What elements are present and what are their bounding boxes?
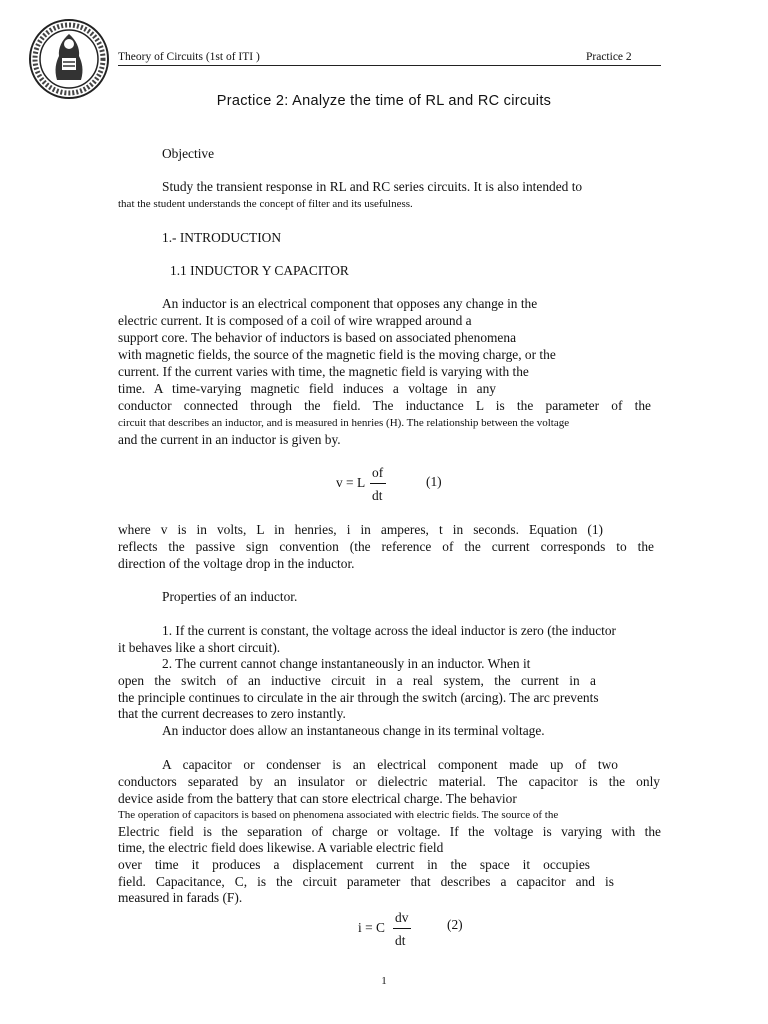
paragraph-line: conductors separated by an insulator or dielectric material. The capacitor is the only <box>118 774 660 789</box>
equation-numerator: of <box>372 465 384 480</box>
header-rule <box>118 65 661 66</box>
section-heading-introduction: 1.- INTRODUCTION <box>162 230 282 245</box>
equation-denominator: dt <box>372 488 383 503</box>
property-line: 2. The current cannot change instantaneously in an inductor. When it <box>162 656 531 671</box>
paragraph-line: device aside from the battery that can store electrical charge. The behavior <box>118 791 517 806</box>
paragraph-line: current. If the current varies with time, the magnetic field is varying with the <box>118 364 529 379</box>
paragraph-line: with magnetic fields, the source of the magnetic field is the moving charge, or the <box>118 347 556 362</box>
equation-lhs: i = C <box>358 920 385 935</box>
paragraph-line: field. Capacitance, C, is the circuit parameter that describes a capacitor and is <box>118 874 614 889</box>
paragraph-line: conductor connected through the field. The inductance L is the parameter of the <box>118 398 651 413</box>
property-line: An inductor does allow an instantaneous change in its terminal voltage. <box>162 723 545 738</box>
objective-line-1: Study the transient response in RL and RC series circuits. It is also intended to <box>162 179 583 194</box>
paragraph-line: time, the electric field does likewise. A variable electric field <box>118 840 444 855</box>
property-line: that the current decreases to zero instantly. <box>118 706 346 721</box>
fraction-bar <box>393 928 411 929</box>
equation-denominator: dt <box>395 933 406 948</box>
property-line: the principle continues to circulate in the air through the switch (arcing). The arc prevents <box>118 690 599 705</box>
paragraph-line: direction of the voltage drop in the inductor. <box>118 556 355 571</box>
paragraph-line: The operation of capacitors is based on phenomena associated with electric fields. The source of the <box>118 809 559 821</box>
paragraph-line: and the current in an inductor is given by. <box>118 432 341 447</box>
subsection-heading-inductor-capacitor: 1.1 INDUCTOR Y CAPACITOR <box>170 263 349 278</box>
paragraph-line: measured in farads (F). <box>118 890 243 905</box>
equation-number: (2) <box>447 917 463 932</box>
paragraph-line: reflects the passive sign convention (the reference of the current corresponds to the <box>118 539 654 554</box>
header-course: Theory of Circuits (1st of ITI ) <box>118 51 260 63</box>
property-line: open the switch of an inductive circuit in a real system, the current in a <box>118 673 596 688</box>
objective-line-2: that the student understands the concept of filter and its usefulness. <box>118 198 413 210</box>
page-number: 1 <box>381 975 387 987</box>
university-seal-icon <box>28 18 110 100</box>
paragraph-line: where v is in volts, L in henries, i in amperes, t in seconds. Equation (1) <box>118 522 603 537</box>
paragraph-line: A capacitor or condenser is an electrical component made up of two <box>162 757 618 772</box>
paragraph-line: time. A time-varying magnetic field induces a voltage in any <box>118 381 496 396</box>
properties-heading: Properties of an inductor. <box>162 589 298 604</box>
fraction-bar <box>370 483 386 484</box>
paragraph-line: support core. The behavior of inductors is based on associated phenomena <box>118 330 517 345</box>
equation-number: (1) <box>426 474 442 489</box>
objective-heading: Objective <box>162 146 215 161</box>
paragraph-line: over time it produces a displacement current in the space it occupies <box>118 857 590 872</box>
paragraph-line: circuit that describes an inductor, and is measured in henries (H). The relationship between the voltage <box>118 417 570 429</box>
paragraph-line: Electric field is the separation of charge or voltage. If the voltage is varying with the <box>118 824 661 839</box>
equation-lhs: v = L <box>336 475 366 490</box>
page-title: Practice 2: Analyze the time of RL and RC circuits <box>216 93 552 109</box>
paragraph-line: An inductor is an electrical component that opposes any change in the <box>162 296 538 311</box>
paragraph-line: electric current. It is composed of a coil of wire wrapped around a <box>118 313 472 328</box>
property-line: 1. If the current is constant, the voltage across the ideal inductor is zero (the inductor <box>162 623 617 638</box>
property-line: it behaves like a short circuit). <box>118 640 281 655</box>
equation-numerator: dv <box>395 910 409 925</box>
header-practice: Practice 2 <box>586 51 632 63</box>
